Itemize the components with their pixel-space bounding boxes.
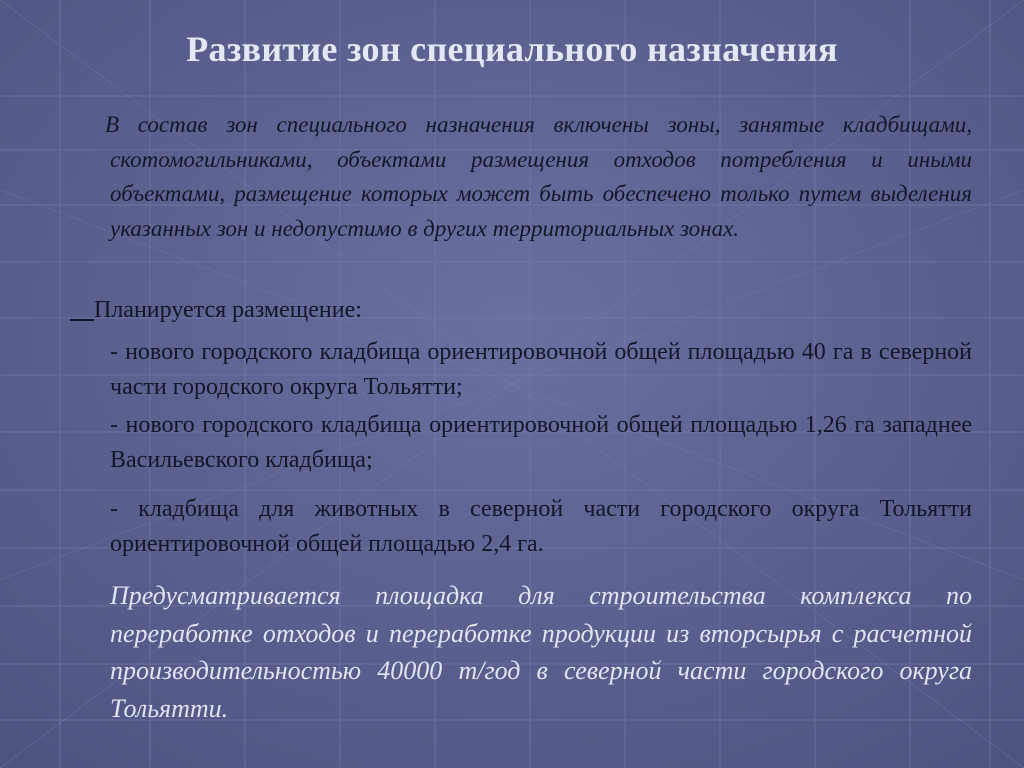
plan-label-underline [70, 297, 94, 323]
plan-item-cemetery-west: - нового городского кладбища ориентировочной общей площадью 1,26 га западнее Васильевского кладбища; [110, 412, 972, 473]
plan-label [70, 293, 362, 327]
plan-item-animal-cemetery: - кладбища для животных в северной части городского округа Тольятти ориентировочной общей площадью 2,4 га. [110, 496, 972, 557]
intro-paragraph: В состав зон специального назначения включены зоны, занятые кладбищами, скотомогильниками, объектами размещения отходов потребления и иными объектами, размещение которых может быть обеспечено только путем выделения указанных зон и недопустимо в других территориальных зонах. [105, 112, 972, 241]
plan-item-cemetery-north: - нового городского кладбища ориентировочной общей площадью 40 га в северной части городского округа Тольятти; [110, 339, 972, 400]
closing-paragraph: Предусматривается площадка для строительства комплекса по переработке отходов и переработке продукции из вторсырья с расчетной производительностью 40000 т/год в северной части городского округа Тольятти. [110, 581, 972, 723]
slide-title: Развитие зон специального назначения [186, 29, 838, 69]
plan-label-text: Планируется размещение: [94, 297, 362, 323]
